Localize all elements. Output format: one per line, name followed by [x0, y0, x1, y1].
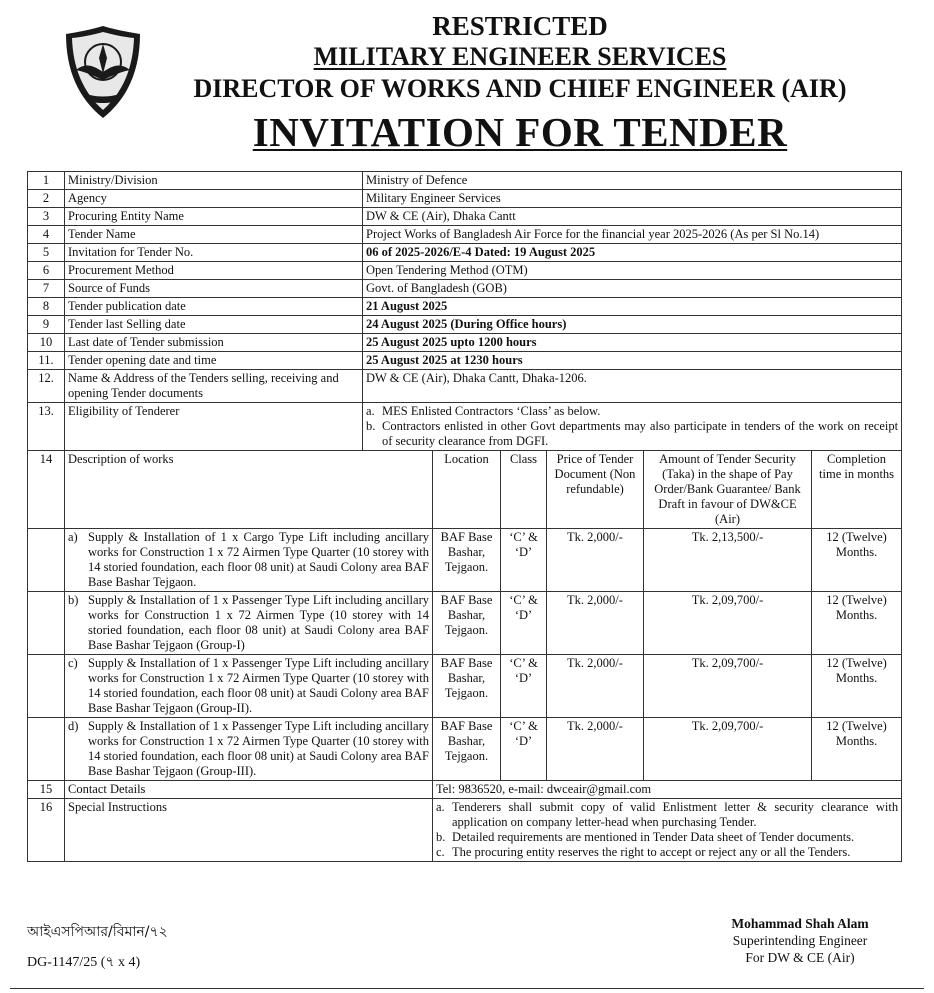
work-location: BAF Base Bashar, Tejgaon.: [433, 655, 501, 718]
row-sl: 11.: [28, 352, 65, 370]
work-price: Tk. 2,000/-: [547, 592, 644, 655]
row-sl: 2: [28, 190, 65, 208]
row-value: 24 August 2025 (During Office hours): [363, 316, 902, 334]
row-sl: 9: [28, 316, 65, 334]
special-value: [433, 799, 902, 862]
row-sl: 7: [28, 280, 65, 298]
work-item-row: [28, 718, 902, 781]
document-title: INVITATION FOR TENDER: [252, 109, 788, 155]
row-value: 25 August 2025 upto 1200 hours: [363, 334, 902, 352]
row-value: DW & CE (Air), Dhaka Cantt, Dhaka-1206.: [363, 370, 902, 403]
row-value: Project Works of Bangladesh Air Force for the financial year 2025-2026 (As per Sl No.14): [363, 226, 902, 244]
work-class: ‘C’ & ‘D’: [501, 529, 547, 592]
row-value: Open Tendering Method (OTM): [363, 262, 902, 280]
row-sl: 14: [28, 451, 65, 529]
signatory-for: For DW & CE (Air): [745, 949, 855, 965]
work-class: ‘C’ & ‘D’: [501, 592, 547, 655]
list-item-letter: c.: [436, 845, 445, 859]
work-location: BAF Base Bashar, Tejgaon.: [433, 592, 501, 655]
col-location-header: Location: [433, 451, 501, 529]
list-item-letter: a.: [436, 800, 445, 814]
special-instructions-list: [436, 800, 898, 860]
row-sl: 3: [28, 208, 65, 226]
row-label: Agency: [65, 190, 363, 208]
row-label: Ministry/Division: [65, 172, 363, 190]
signature-block: [690, 916, 910, 967]
work-security: Tk. 2,09,700/-: [644, 718, 812, 781]
tender-details-table: [27, 171, 902, 862]
table-row: [28, 226, 902, 244]
row-label: Tender last Selling date: [65, 316, 363, 334]
list-item-text: Contractors enlisted in other Govt departments may also participate in tenders of the work on receipt of security clearance from DGFI.: [382, 419, 899, 448]
table-row-eligibility: [28, 403, 902, 451]
table-row: [28, 352, 902, 370]
table-row: [28, 280, 902, 298]
work-completion: 12 (Twelve) Months.: [812, 592, 902, 655]
row-label: Procurement Method: [65, 262, 363, 280]
list-item-text: Tenderers shall submit copy of valid Enlistment letter & security clearance with application on company letter-head when purchasing Tender.: [452, 800, 899, 829]
work-completion: 12 (Twelve) Months.: [812, 718, 902, 781]
row-value: Military Engineer Services: [363, 190, 902, 208]
work-security: Tk. 2,09,700/-: [644, 592, 812, 655]
list-item: [366, 419, 898, 449]
list-item: [436, 830, 898, 845]
row-sl: 8: [28, 298, 65, 316]
work-letter: a): [68, 530, 78, 544]
row-label: Name & Address of the Tenders selling, receiving and opening Tender documents: [65, 370, 363, 403]
row-sl: 4: [28, 226, 65, 244]
list-item-letter: a.: [366, 404, 375, 418]
classification-title: RESTRICTED: [432, 11, 608, 41]
row-sl: 6: [28, 262, 65, 280]
work-letter: b): [68, 593, 79, 607]
work-description-text: Supply & Installation of 1 x Passenger Type Lift including ancillary works for Construction 1 x 72 Airmen Type Quarter (10 storey with 14 storied foundation, each floor 08 unit) at Saudi Colony area BAF Base Bashar Tejgaon (Group-II).: [88, 656, 429, 715]
works-header-row: [28, 451, 902, 529]
row-label: Invitation for Tender No.: [65, 244, 363, 262]
dg-number: DG-1147/25 (৭ x 4): [27, 955, 141, 970]
eligibility-list: [366, 404, 898, 449]
list-item: [436, 845, 898, 860]
row-label: Tender publication date: [65, 298, 363, 316]
table-row: [28, 172, 902, 190]
work-price: Tk. 2,000/-: [547, 655, 644, 718]
table-row: [28, 370, 902, 403]
row-label: Procuring Entity Name: [65, 208, 363, 226]
work-completion: 12 (Twelve) Months.: [812, 529, 902, 592]
contact-value: Tel: 9836520, e-mail: dwceair@gmail.com: [433, 781, 902, 799]
row-sl: [28, 529, 65, 592]
table-row: [28, 316, 902, 334]
row-label: Special Instructions: [65, 799, 433, 862]
col-price-header: Price of Tender Document (Non refundable): [547, 451, 644, 529]
work-description: [65, 529, 433, 592]
row-value: Govt. of Bangladesh (GOB): [363, 280, 902, 298]
row-label: Last date of Tender submission: [65, 334, 363, 352]
col-class-header: Class: [501, 451, 547, 529]
air-force-emblem-icon: [58, 22, 148, 122]
table-row: [28, 208, 902, 226]
work-item-row: [28, 529, 902, 592]
table-row-contact: [28, 781, 902, 799]
work-price: Tk. 2,000/-: [547, 529, 644, 592]
col-security-header: Amount of Tender Security (Taka) in the shape of Pay Order/Bank Guarantee/ Bank Draft in favour of DW&CE (Air): [644, 451, 812, 529]
work-security: Tk. 2,09,700/-: [644, 655, 812, 718]
list-item-text: The procuring entity reserves the right to accept or reject any or all the Tenders.: [452, 845, 851, 859]
bottom-divider: [10, 988, 924, 989]
row-sl: 12.: [28, 370, 65, 403]
work-completion: 12 (Twelve) Months.: [812, 655, 902, 718]
organization-title: MILITARY ENGINEER SERVICES: [313, 42, 727, 71]
work-description: [65, 655, 433, 718]
list-item-letter: b.: [436, 830, 446, 844]
row-sl: 16: [28, 799, 65, 862]
work-letter: d): [68, 719, 79, 733]
work-item-row: [28, 592, 902, 655]
list-item: [436, 800, 898, 830]
list-item-text: Detailed requirements are mentioned in Tender Data sheet of Tender documents.: [452, 830, 855, 844]
list-item-text: MES Enlisted Contractors ‘Class’ as below.: [382, 404, 601, 418]
work-description: [65, 718, 433, 781]
work-item-row: [28, 655, 902, 718]
row-value: 25 August 2025 at 1230 hours: [363, 352, 902, 370]
work-location: BAF Base Bashar, Tejgaon.: [433, 529, 501, 592]
work-class: ‘C’ & ‘D’: [501, 718, 547, 781]
work-letter: c): [68, 656, 78, 670]
row-label: Contact Details: [65, 781, 433, 799]
work-description-text: Supply & Installation of 1 x Passenger Type Lift including ancillary works for Construction 1 x 72 Airmen Type (10 storey with 14 storied foundation, each floor 08 unit) at Saudi Colony area BAF Base Bashar Tejgaon (Group-I): [88, 593, 429, 652]
row-sl: 13.: [28, 403, 65, 451]
eligibility-value: [363, 403, 902, 451]
table-row: [28, 244, 902, 262]
row-sl: [28, 592, 65, 655]
row-value: Ministry of Defence: [363, 172, 902, 190]
list-item: [366, 404, 898, 419]
table-row: [28, 262, 902, 280]
work-location: BAF Base Bashar, Tejgaon.: [433, 718, 501, 781]
table-row: [28, 334, 902, 352]
row-label: Source of Funds: [65, 280, 363, 298]
table-row: [28, 190, 902, 208]
work-security: Tk. 2,13,500/-: [644, 529, 812, 592]
work-description-text: Supply & Installation of 1 x Passenger Type Lift including ancillary works for Construction 1 x 72 Airmen Type Quarter (10 storey with 14 storied foundation, each floor 08 unit) at Saudi Colony area BAF Base Bashar Tejgaon (Group-III).: [88, 719, 429, 778]
col-description-header: Description of works: [65, 451, 433, 529]
row-value: 06 of 2025-2026/E-4 Dated: 19 August 2025: [363, 244, 902, 262]
row-sl: 15: [28, 781, 65, 799]
row-label: Eligibility of Tenderer: [65, 403, 363, 451]
signatory-title: Superintending Engineer: [732, 932, 868, 948]
row-sl: [28, 655, 65, 718]
row-sl: 1: [28, 172, 65, 190]
work-description-text: Supply & Installation of 1 x Cargo Type Lift including ancillary works for Construction 1 x 72 Airmen Type Quarter (10 storey with 14 storied foundation, each floor 08 unit) at Saudi Colony area BAF Base Bashar Tejgaon.: [88, 530, 429, 589]
signatory-name: Mohammad Shah Alam: [731, 916, 869, 931]
ispr-reference: আইএসপিআর/বিমান/৭২: [27, 924, 168, 940]
row-sl: 5: [28, 244, 65, 262]
row-label: Tender Name: [65, 226, 363, 244]
work-description: [65, 592, 433, 655]
row-value: 21 August 2025: [363, 298, 902, 316]
work-price: Tk. 2,000/-: [547, 718, 644, 781]
row-value: DW & CE (Air), Dhaka Cantt: [363, 208, 902, 226]
table-row: [28, 298, 902, 316]
work-rows: [28, 529, 902, 781]
directorate-title: DIRECTOR OF WORKS AND CHIEF ENGINEER (AIR): [193, 74, 847, 103]
simple-rows: [28, 172, 902, 403]
row-label: Tender opening date and time: [65, 352, 363, 370]
col-completion-header: Completion time in months: [812, 451, 902, 529]
work-class: ‘C’ & ‘D’: [501, 655, 547, 718]
row-sl: 10: [28, 334, 65, 352]
list-item-letter: b.: [366, 419, 376, 433]
row-sl: [28, 718, 65, 781]
table-row-special: [28, 799, 902, 862]
